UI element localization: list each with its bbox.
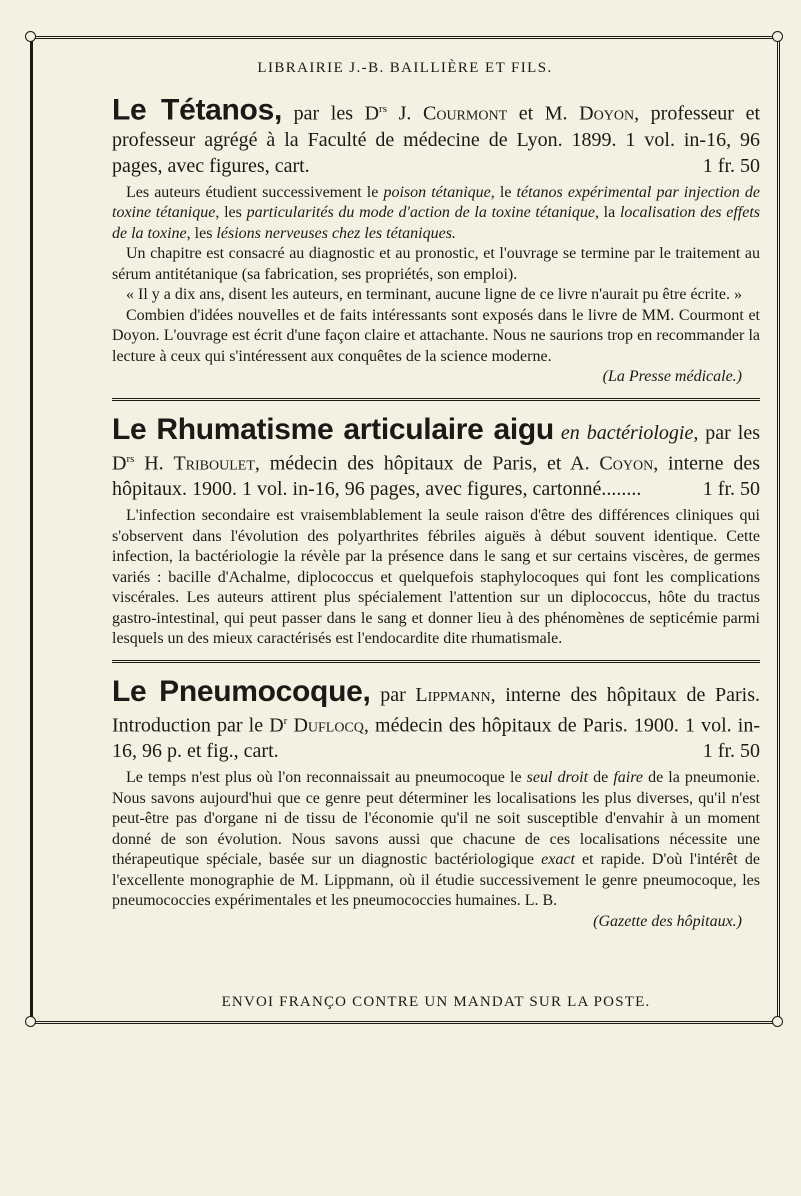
entry-summary <box>112 768 760 932</box>
summary-paragraph: Le temps n'est plus où l'on reconnaissait au pneumocoque le seul droit de faire de la pneumonie. Nous savons aujourd'hui que ce genre peut déterminer les localisations les plus diverses, qu'il n'est peut-être pas d'organe ni de tissu de l'économie qu'il ne soit susceptible d'envahir à un moment donné de son évolution. Nous savons aussi que chacune de ces localisations nécessite une thérapeutique spéciale, basée sur un diagnostic bactériologique exact et rapide. D'où l'intérêt de l'excellente monographie de M. Lippmann, où il étudie successivement le genre pneumocoque, les pneumococcies expérimentales et les pneumococcies humaines. L. B. <box>112 769 761 910</box>
entry-summary <box>112 183 760 388</box>
catalog-entry-tetanos <box>112 93 761 388</box>
entry-title: Le Rhumatisme articulaire aigu en bactériologie, par les $D^{rs}$ H. Triboulet, médecin des hôpitaux de Paris, et A. Coyon, interne des hôpitaux. 1900. 1 vol. in-16, 96 pages, avec figures, cartonné........ 1 fr. 50 <box>112 412 761 501</box>
corner-ornament <box>25 31 36 42</box>
author-name: Coyon <box>599 452 654 475</box>
summary-paragraph: Combien d'idées nouvelles et de faits intéressants sont exposés dans le livre de MM. Courmont et Doyon. L'ouvrage est écrit d'une façon claire et attachante. Nous ne saurions trop en recommander la lecture à ceux qui s'intéressent aux conquêtes de la science moderne. <box>112 306 760 365</box>
catalog-entry-rhumatisme <box>112 412 761 650</box>
catalog-content <box>112 93 761 932</box>
author-name: Doyon <box>579 102 635 125</box>
author-name: Lippmann <box>415 683 491 706</box>
frame-bottom-border <box>30 1021 780 1024</box>
entry-title-main: Le Pneumocoque, <box>112 674 371 708</box>
summary-paragraph: Les auteurs étudient successivement le poison tétanique, le tétanos expérimental par injection de toxine tétanique, les particularités du mode d'action de la toxine tétanique, la localisation des effets de la toxine, les lésions nerveuses chez les tétaniques. <box>112 183 761 242</box>
frame-right-border <box>777 36 780 1024</box>
price: 1 fr. 50 <box>702 740 760 763</box>
page-header: LIBRAIRIE J.-B. BAILLIÈRE ET FILS. <box>257 60 553 76</box>
summary-quote: « Il y a dix ans, disent les auteurs, en terminant, aucune ligne de ce livre n'aurait pu être écrite. » <box>126 286 742 304</box>
entry-title-main: Le Tétanos, <box>112 93 283 127</box>
price: 1 fr. 50 <box>702 154 760 177</box>
corner-ornament <box>772 31 783 42</box>
entry-title-main: Le Rhumatisme articulaire aigu <box>112 412 554 446</box>
page-footer: ENVOI FRANÇO CONTRE UN MANDAT SUR LA POSTE. <box>221 994 651 1010</box>
review-source: (La Presse médicale.) <box>602 368 742 386</box>
entry-title: Le Tétanos, par les $D^{rs}$ J. Courmont et M. Doyon, professeur et professeur agrégé à la Faculté de médecine de Lyon. 1899. 1 vol. in-16, 96 pages, avec figures, cart. 1 fr. 50 <box>112 93 761 177</box>
frame-left-border <box>30 36 33 1024</box>
author-name: Courmont <box>423 102 508 125</box>
price: 1 fr. 50 <box>702 478 760 501</box>
frame-top-border <box>30 36 780 39</box>
entry-title: Le Pneumocoque, par Lippmann, interne des hôpitaux de Paris. Introduction par le $D^r$ Duflocq, médecin des hôpitaux de Paris. 1900. 1 vol. in-16, 96 p. et fig., cart. 1 fr. 50 <box>112 674 761 763</box>
summary-paragraph: L'infection secondaire est vraisemblablement la seule raison d'être des différences cliniques qui s'observent dans l'évolution des polyarthrites fébriles aiguës à début souvent identique. Cette infection, la bactériologie la révèle par la présence dans le sang et sur certains viscères, de germes variés : bacille d'Achalme, diplococcus et quelquefois staphylocoques qui font les complications viscérales. Les auteurs attirent plus spécialement l'attention sur un diplococcus, hôte du tractus gastro-intestinal, qui peut passer dans le sang et donner lieu à des phénomènes de septicémie parmi lesquels un des mieux caractérisés est l'endocardite dite rhumatismale. <box>112 507 760 648</box>
author-name: Triboulet <box>173 452 255 475</box>
entry-summary <box>112 506 760 650</box>
summary-paragraph: Un chapitre est consacré au diagnostic et au pronostic, et l'ouvrage se termine par le traitement au sérum antitétanique (sa fabrication, ses propriétés, son emploi). <box>112 245 760 283</box>
review-source: (Gazette des hôpitaux.) <box>593 912 742 930</box>
corner-ornament <box>25 1016 36 1027</box>
catalog-entry-pneumocoque <box>112 674 761 933</box>
entry-separator <box>112 660 760 663</box>
entry-separator <box>112 398 760 401</box>
corner-ornament <box>772 1016 783 1027</box>
author-name: Duflocq <box>293 714 364 737</box>
